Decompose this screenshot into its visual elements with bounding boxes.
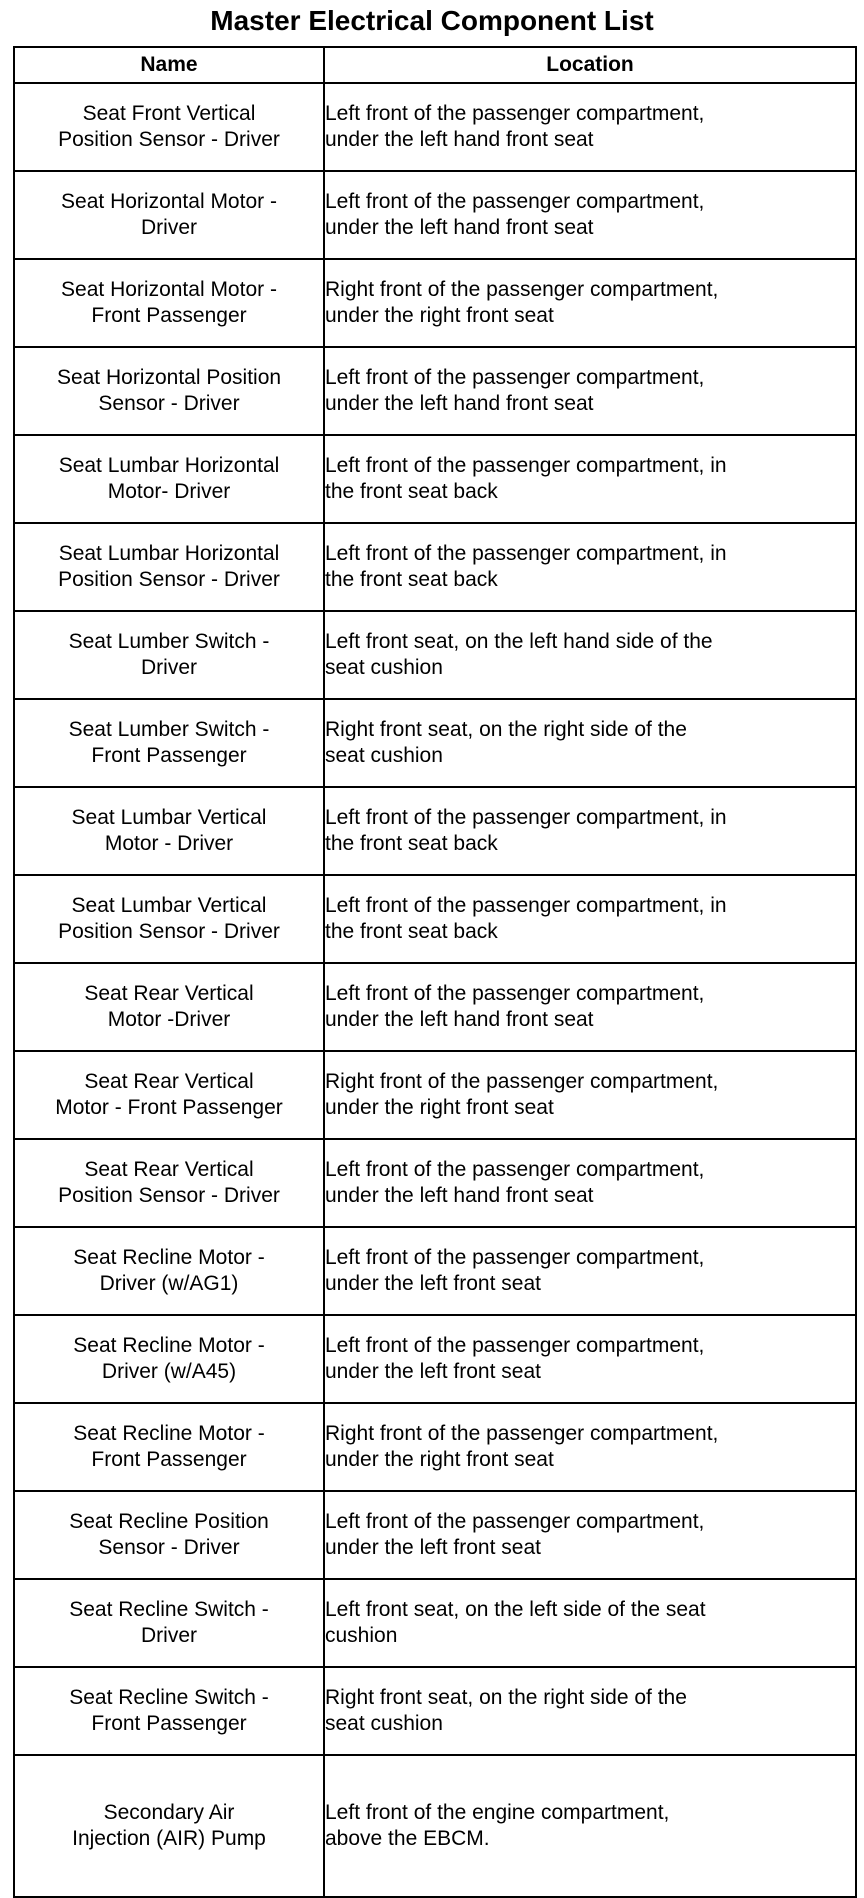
- component-name-line: Seat Recline Position: [69, 1510, 269, 1533]
- table-row: [14, 435, 856, 523]
- component-name-cell: [14, 1755, 324, 1897]
- component-location-line: Right front of the passenger compartment,: [325, 1422, 719, 1445]
- component-location-cell: [324, 1667, 856, 1755]
- header-row: [14, 47, 856, 83]
- component-name-cell: [14, 1491, 324, 1579]
- component-name-line: Seat Rear Vertical: [84, 982, 254, 1005]
- component-location-line: under the left hand front seat: [325, 1184, 594, 1207]
- component-location-line: the front seat back: [325, 920, 498, 943]
- component-name-line: Seat Recline Motor -: [73, 1422, 265, 1445]
- component-location-cell: [324, 1139, 856, 1227]
- component-name-cell: [14, 435, 324, 523]
- component-name-line: Front Passenger: [91, 1448, 247, 1471]
- component-location-line: seat cushion: [325, 656, 443, 679]
- table-row: [14, 1139, 856, 1227]
- component-location-line: Right front seat, on the right side of the: [325, 718, 687, 741]
- component-location-cell: [324, 1491, 856, 1579]
- component-location-line: Left front of the passenger compartment,: [325, 366, 705, 389]
- component-location-line: Left front of the passenger compartment, in: [325, 894, 727, 917]
- component-location-line: Left front of the passenger compartment,: [325, 1510, 705, 1533]
- component-name-line: Driver: [141, 1624, 197, 1647]
- table-row: [14, 171, 856, 259]
- component-name-line: Seat Recline Switch -: [69, 1598, 269, 1621]
- component-name-line: Position Sensor - Driver: [58, 920, 280, 943]
- component-location-line: Left front of the passenger compartment,: [325, 1246, 705, 1269]
- component-location-cell: [324, 1051, 856, 1139]
- component-name-line: Driver (w/AG1): [99, 1272, 239, 1295]
- component-name-cell: [14, 1315, 324, 1403]
- component-name-line: Seat Horizontal Motor -: [61, 278, 277, 301]
- component-name-cell: [14, 1667, 324, 1755]
- component-name-cell: [14, 1227, 324, 1315]
- component-location-cell: [324, 787, 856, 875]
- component-location-line: Left front of the passenger compartment,: [325, 982, 705, 1005]
- component-name-line: Motor - Driver: [104, 832, 234, 855]
- component-location-line: Left front of the passenger compartment, in: [325, 542, 727, 565]
- component-location-cell: [324, 1315, 856, 1403]
- component-location-cell: [324, 611, 856, 699]
- component-location-line: seat cushion: [325, 1712, 443, 1735]
- table-row: [14, 1667, 856, 1755]
- document-title: Master Electrical Component List: [210, 5, 654, 36]
- component-location-line: under the left hand front seat: [325, 128, 594, 151]
- component-name-line: Front Passenger: [91, 1712, 247, 1735]
- table-row: [14, 347, 856, 435]
- component-location-line: under the left hand front seat: [325, 216, 594, 239]
- component-name-line: Front Passenger: [91, 304, 247, 327]
- component-table: [13, 46, 857, 1898]
- component-name-cell: [14, 1051, 324, 1139]
- component-location-line: above the EBCM.: [325, 1827, 490, 1850]
- table-row: [14, 1491, 856, 1579]
- component-name-cell: [14, 787, 324, 875]
- table-row: [14, 875, 856, 963]
- component-name-line: Seat Horizontal Motor -: [61, 190, 277, 213]
- table-row: [14, 1403, 856, 1491]
- component-location-line: under the left front seat: [325, 1536, 541, 1559]
- table-row: [14, 611, 856, 699]
- column-header-location: Location: [324, 47, 856, 83]
- component-location-line: cushion: [325, 1624, 398, 1647]
- component-location-cell: [324, 699, 856, 787]
- component-location-line: Left front of the passenger compartment, in: [325, 454, 727, 477]
- component-location-line: Left front seat, on the left hand side of the: [325, 630, 713, 653]
- component-location-line: Left front of the engine compartment,: [325, 1801, 670, 1824]
- component-location-cell: [324, 875, 856, 963]
- component-location-line: Left front of the passenger compartment,: [325, 1334, 705, 1357]
- component-location-line: Left front of the passenger compartment, in: [325, 806, 727, 829]
- component-location-line: Right front of the passenger compartment,: [325, 1070, 719, 1093]
- component-name-line: Position Sensor - Driver: [58, 568, 280, 591]
- component-location-cell: [324, 347, 856, 435]
- component-name-line: Motor- Driver: [107, 480, 231, 503]
- component-location-cell: [324, 1227, 856, 1315]
- table-row: [14, 699, 856, 787]
- component-location-line: Left front of the passenger compartment,: [325, 1158, 705, 1181]
- component-name-line: Seat Lumbar Horizontal: [58, 542, 280, 565]
- component-name-line: Seat Horizontal Position: [56, 366, 282, 389]
- table-row: [14, 787, 856, 875]
- component-location-line: under the left front seat: [325, 1360, 541, 1383]
- component-name-cell: [14, 523, 324, 611]
- component-name-line: Seat Lumbar Horizontal: [58, 454, 280, 477]
- component-name-line: Position Sensor - Driver: [58, 128, 280, 151]
- component-name-line: Front Passenger: [91, 744, 247, 767]
- component-name-cell: [14, 259, 324, 347]
- component-location-cell: [324, 1755, 856, 1897]
- component-location-line: under the left hand front seat: [325, 1008, 594, 1031]
- component-name-cell: [14, 347, 324, 435]
- component-name-line: Seat Rear Vertical: [84, 1158, 254, 1181]
- component-name-line: Seat Lumber Switch -: [68, 630, 270, 653]
- table-row: [14, 83, 856, 171]
- component-name-cell: [14, 1579, 324, 1667]
- component-location-cell: [324, 83, 856, 171]
- component-location-cell: [324, 1579, 856, 1667]
- component-location-line: Left front seat, on the left side of the seat: [325, 1598, 706, 1621]
- component-location-cell: [324, 523, 856, 611]
- component-location-cell: [324, 171, 856, 259]
- component-name-cell: [14, 171, 324, 259]
- component-name-cell: [14, 699, 324, 787]
- component-name-line: Injection (AIR) Pump: [72, 1827, 266, 1850]
- component-name-line: Motor -Driver: [107, 1008, 231, 1031]
- component-name-line: Secondary Air: [103, 1801, 235, 1824]
- component-location-line: the front seat back: [325, 480, 498, 503]
- component-name-cell: [14, 875, 324, 963]
- table-row: [14, 259, 856, 347]
- column-header-name: Name: [14, 47, 324, 83]
- component-location-cell: [324, 435, 856, 523]
- component-name-cell: [14, 611, 324, 699]
- table-row: [14, 1579, 856, 1667]
- component-name-line: Sensor - Driver: [98, 1536, 240, 1559]
- table-row: [14, 523, 856, 611]
- component-location-line: under the right front seat: [325, 1448, 554, 1471]
- component-location-line: the front seat back: [325, 832, 498, 855]
- table-row: [14, 1227, 856, 1315]
- component-name-line: Seat Recline Switch -: [69, 1686, 269, 1709]
- component-location-line: under the right front seat: [325, 1096, 554, 1119]
- component-name-line: Driver (w/A45): [101, 1360, 237, 1383]
- component-location-cell: [324, 259, 856, 347]
- component-name-line: Seat Lumbar Vertical: [71, 806, 267, 829]
- component-name-line: Seat Recline Motor -: [73, 1246, 265, 1269]
- component-name-cell: [14, 83, 324, 171]
- component-location-line: under the left hand front seat: [325, 392, 594, 415]
- component-location-line: under the right front seat: [325, 304, 554, 327]
- component-name-line: Position Sensor - Driver: [58, 1184, 280, 1207]
- component-name-cell: [14, 963, 324, 1051]
- table-row: [14, 963, 856, 1051]
- component-name-line: Seat Recline Motor -: [73, 1334, 265, 1357]
- component-location-line: seat cushion: [325, 744, 443, 767]
- component-name-line: Motor - Front Passenger: [55, 1096, 283, 1119]
- component-name-line: Seat Lumber Switch -: [68, 718, 270, 741]
- component-location-line: under the left front seat: [325, 1272, 541, 1295]
- table-row: [14, 1315, 856, 1403]
- component-location-line: Right front seat, on the right side of the: [325, 1686, 687, 1709]
- component-name-line: Driver: [141, 656, 197, 679]
- table-row: [14, 1051, 856, 1139]
- component-name-line: Seat Lumbar Vertical: [71, 894, 267, 917]
- component-name-cell: [14, 1403, 324, 1491]
- table-body: [14, 83, 856, 1897]
- component-name-cell: [14, 1139, 324, 1227]
- component-location-line: Right front of the passenger compartment,: [325, 278, 719, 301]
- component-location-line: Left front of the passenger compartment,: [325, 102, 705, 125]
- table-row: [14, 1755, 856, 1897]
- component-location-cell: [324, 1403, 856, 1491]
- component-name-line: Driver: [141, 216, 197, 239]
- component-name-line: Seat Rear Vertical: [84, 1070, 254, 1093]
- component-location-line: the front seat back: [325, 568, 498, 591]
- component-name-line: Seat Front Vertical: [82, 102, 256, 125]
- component-location-line: Left front of the passenger compartment,: [325, 190, 705, 213]
- component-location-cell: [324, 963, 856, 1051]
- component-name-line: Sensor - Driver: [98, 392, 240, 415]
